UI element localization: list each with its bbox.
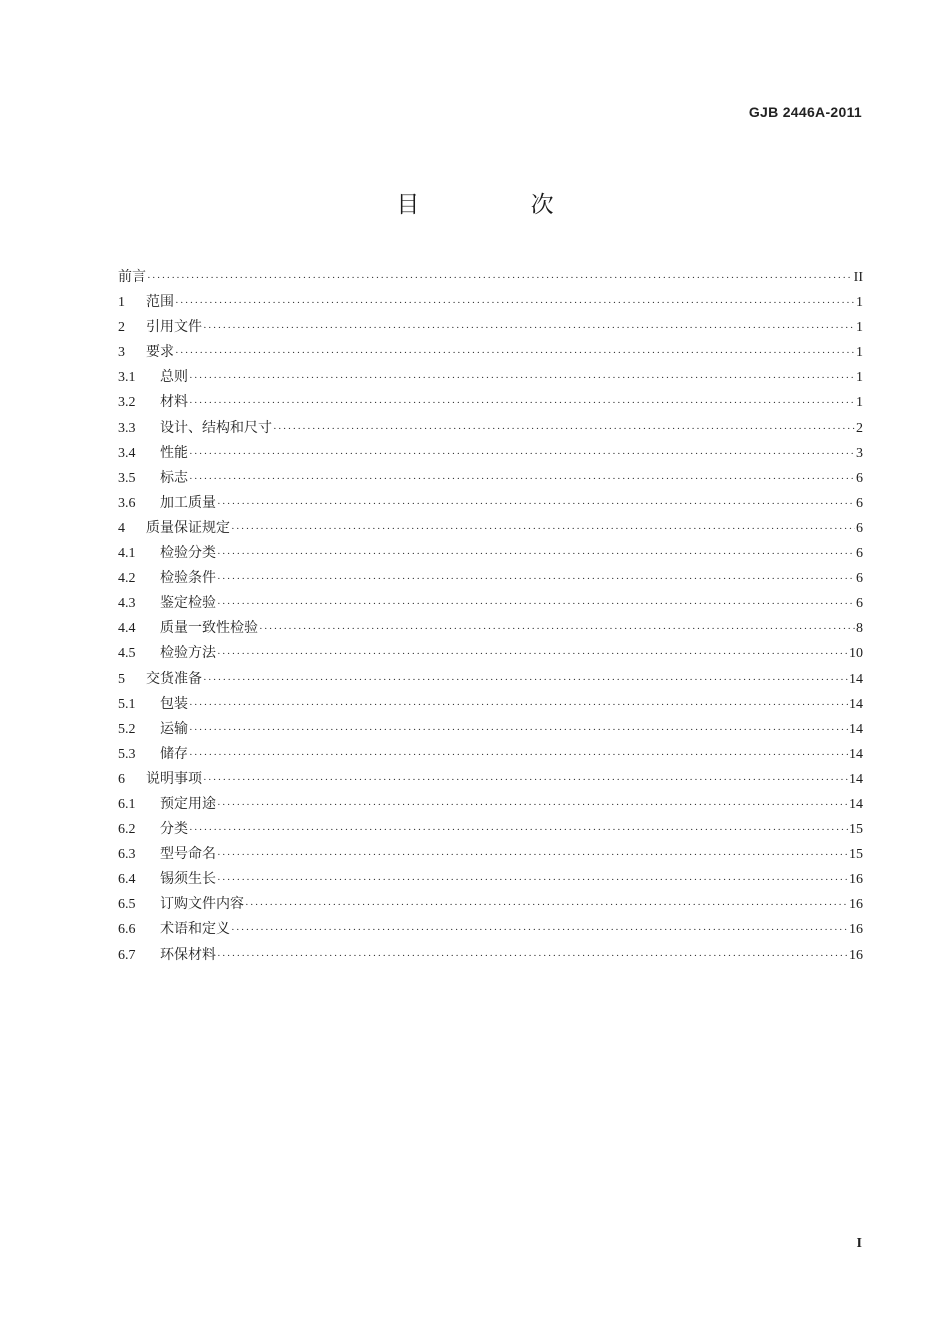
toc-entry[interactable] xyxy=(118,718,863,743)
toc-entry-label: 分类 xyxy=(160,821,188,838)
toc-entry-page: 1 xyxy=(856,370,863,386)
toc-leader-dots xyxy=(259,623,855,635)
toc-entry-number: 5.2 xyxy=(118,721,136,737)
toc-title: 目 次 xyxy=(396,192,606,218)
toc-entry-label: 运输 xyxy=(160,720,188,737)
toc-leader-dots xyxy=(217,874,848,886)
toc-entry-number: 4.3 xyxy=(118,596,136,612)
toc-entry-label: 订购文件内容 xyxy=(160,896,244,913)
toc-entry-page: 1 xyxy=(856,320,863,336)
toc-entry[interactable] xyxy=(118,944,863,969)
toc-entry-number: 6.1 xyxy=(118,796,136,812)
toc-entry-page: 16 xyxy=(849,872,863,888)
toc-entry-page: 14 xyxy=(849,746,863,762)
toc-entry-page: 1 xyxy=(856,295,863,311)
toc-entry-number: 3.3 xyxy=(118,420,136,436)
toc-entry[interactable] xyxy=(118,442,863,467)
toc-leader-dots xyxy=(175,347,855,359)
document-code: GJB 2446A-2011 xyxy=(748,104,862,120)
toc-entry[interactable] xyxy=(118,492,863,517)
toc-entry[interactable] xyxy=(118,818,863,843)
toc-leader-dots xyxy=(245,899,848,911)
toc-leader-dots xyxy=(189,448,855,460)
toc-entry[interactable] xyxy=(118,391,863,416)
toc-entry-label: 检验方法 xyxy=(160,645,216,662)
toc-entry[interactable] xyxy=(118,843,863,868)
toc-entry[interactable] xyxy=(118,417,863,442)
toc-entry-number: 4.4 xyxy=(118,621,136,637)
toc-entry[interactable] xyxy=(118,517,863,542)
toc-entry[interactable] xyxy=(118,617,863,642)
toc-entry[interactable] xyxy=(118,592,863,617)
toc-entry-page: 15 xyxy=(849,822,863,838)
toc-entry-page: 16 xyxy=(849,897,863,913)
toc-entry[interactable] xyxy=(118,642,863,667)
toc-leader-dots xyxy=(175,297,855,309)
toc-leader-dots xyxy=(189,473,855,485)
toc-leader-dots xyxy=(189,724,848,736)
toc-entry-label: 说明事项 xyxy=(146,770,202,787)
toc-leader-dots xyxy=(189,397,855,409)
toc-entry-label: 储存 xyxy=(160,745,188,762)
toc-leader-dots xyxy=(231,924,848,936)
toc-entry-label: 预定用途 xyxy=(160,795,216,812)
toc-leader-dots xyxy=(203,774,848,786)
toc-leader-dots xyxy=(203,674,848,686)
toc-entry-label: 质量保证规定 xyxy=(146,519,230,536)
toc-leader-dots xyxy=(217,950,848,962)
toc-entry-page: 14 xyxy=(849,696,863,712)
toc-entry-number: 2 xyxy=(118,320,125,336)
toc-entry[interactable] xyxy=(118,893,863,918)
toc-entry-number: 6.2 xyxy=(118,822,136,838)
toc-entry[interactable] xyxy=(118,768,863,793)
toc-entry-page: 6 xyxy=(856,596,863,612)
toc-leader-dots xyxy=(217,648,848,660)
toc-entry-number: 4.2 xyxy=(118,571,136,587)
toc-entry-page: 16 xyxy=(849,947,863,963)
toc-entry-label: 检验条件 xyxy=(160,570,216,587)
toc-entry[interactable] xyxy=(118,316,863,341)
toc-entry-page: 6 xyxy=(856,546,863,562)
toc-entry-label: 质量一致性检验 xyxy=(160,620,258,637)
toc-entry-label: 交货准备 xyxy=(146,670,202,687)
toc-entry-page: 6 xyxy=(856,470,863,486)
toc-leader-dots xyxy=(217,498,855,510)
toc-entry-label: 要求 xyxy=(146,344,174,361)
toc-leader-dots xyxy=(217,573,855,585)
toc-entry-label: 范围 xyxy=(146,294,174,311)
toc-entry-number: 6.6 xyxy=(118,922,136,938)
toc-leader-dots xyxy=(217,849,848,861)
toc-entry-label: 标志 xyxy=(160,469,188,486)
table-of-contents xyxy=(118,266,863,969)
toc-entry-label: 加工质量 xyxy=(160,494,216,511)
toc-entry-label: 环保材料 xyxy=(160,946,216,963)
toc-leader-dots xyxy=(189,824,848,836)
toc-entry-number: 6.7 xyxy=(118,947,136,963)
toc-entry-number: 5 xyxy=(118,671,125,687)
toc-entry-page: II xyxy=(853,270,863,285)
toc-entry-label: 型号命名 xyxy=(160,846,216,863)
toc-leader-dots xyxy=(273,423,855,435)
toc-entry-number: 3.4 xyxy=(118,445,136,461)
toc-entry-page: 14 xyxy=(849,671,863,687)
toc-entry[interactable] xyxy=(118,567,863,592)
toc-entry-page: 14 xyxy=(849,771,863,787)
toc-entry[interactable] xyxy=(118,266,863,291)
toc-entry-number: 6.4 xyxy=(118,872,136,888)
toc-leader-dots xyxy=(217,548,855,560)
toc-entry-page: 14 xyxy=(849,721,863,737)
toc-leader-dots xyxy=(189,372,855,384)
toc-entry-number: 6.5 xyxy=(118,897,136,913)
toc-entry-page: 16 xyxy=(849,922,863,938)
toc-entry-number: 3.6 xyxy=(118,495,136,511)
toc-entry-number: 4.1 xyxy=(118,546,136,562)
toc-entry-label: 包装 xyxy=(160,695,188,712)
toc-entry-label: 鉴定检验 xyxy=(160,595,216,612)
toc-entry[interactable] xyxy=(118,793,863,818)
toc-entry-label: 术语和定义 xyxy=(160,921,230,938)
toc-entry[interactable] xyxy=(118,341,863,366)
toc-entry-page: 6 xyxy=(856,520,863,536)
toc-entry[interactable] xyxy=(118,743,863,768)
toc-entry-page: 2 xyxy=(856,420,863,436)
toc-entry-label: 设计、结构和尺寸 xyxy=(160,419,272,436)
toc-entry-number: 5.3 xyxy=(118,746,136,762)
toc-entry[interactable] xyxy=(118,918,863,943)
toc-entry-number: 3.2 xyxy=(118,395,136,411)
toc-entry-label: 总则 xyxy=(160,369,188,386)
toc-entry-number: 3.1 xyxy=(118,370,136,386)
toc-leader-dots xyxy=(217,598,855,610)
toc-entry-page: 6 xyxy=(856,571,863,587)
toc-entry[interactable] xyxy=(118,366,863,391)
toc-entry-page: 15 xyxy=(849,847,863,863)
toc-entry-label: 引用文件 xyxy=(146,319,202,336)
toc-entry[interactable] xyxy=(118,868,863,893)
toc-entry-number: 6.3 xyxy=(118,847,136,863)
toc-entry-number: 4.5 xyxy=(118,646,136,662)
toc-leader-dots xyxy=(217,799,848,811)
toc-leader-dots xyxy=(189,699,848,711)
toc-leader-dots xyxy=(203,322,855,334)
toc-entry-label: 性能 xyxy=(160,444,188,461)
toc-entry-page: 8 xyxy=(856,621,863,637)
toc-entry-page: 10 xyxy=(849,646,863,662)
toc-entry[interactable] xyxy=(118,467,863,492)
toc-entry-page: 3 xyxy=(856,445,863,461)
toc-entry[interactable] xyxy=(118,291,863,316)
toc-entry-page: 1 xyxy=(856,395,863,411)
toc-leader-dots xyxy=(147,272,853,284)
toc-leader-dots xyxy=(231,523,855,535)
toc-entry-label: 锡须生长 xyxy=(160,871,216,888)
toc-entry-number: 4 xyxy=(118,520,125,536)
toc-entry-label: 前言 xyxy=(118,269,146,285)
toc-entry-label: 材料 xyxy=(160,394,188,411)
toc-entry-page: 1 xyxy=(856,345,863,361)
toc-entry-label: 检验分类 xyxy=(160,545,216,562)
toc-entry-number: 3 xyxy=(118,345,125,361)
toc-entry-number: 1 xyxy=(118,295,125,311)
page-number: I xyxy=(856,1236,862,1251)
toc-entry-number: 3.5 xyxy=(118,470,136,486)
toc-entry[interactable] xyxy=(118,542,863,567)
toc-entry[interactable] xyxy=(118,693,863,718)
toc-leader-dots xyxy=(189,749,848,761)
toc-entry-page: 6 xyxy=(856,495,863,511)
toc-entry-number: 6 xyxy=(118,771,125,787)
toc-entry-number: 5.1 xyxy=(118,696,136,712)
toc-entry[interactable] xyxy=(118,668,863,693)
toc-entry-page: 14 xyxy=(849,796,863,812)
